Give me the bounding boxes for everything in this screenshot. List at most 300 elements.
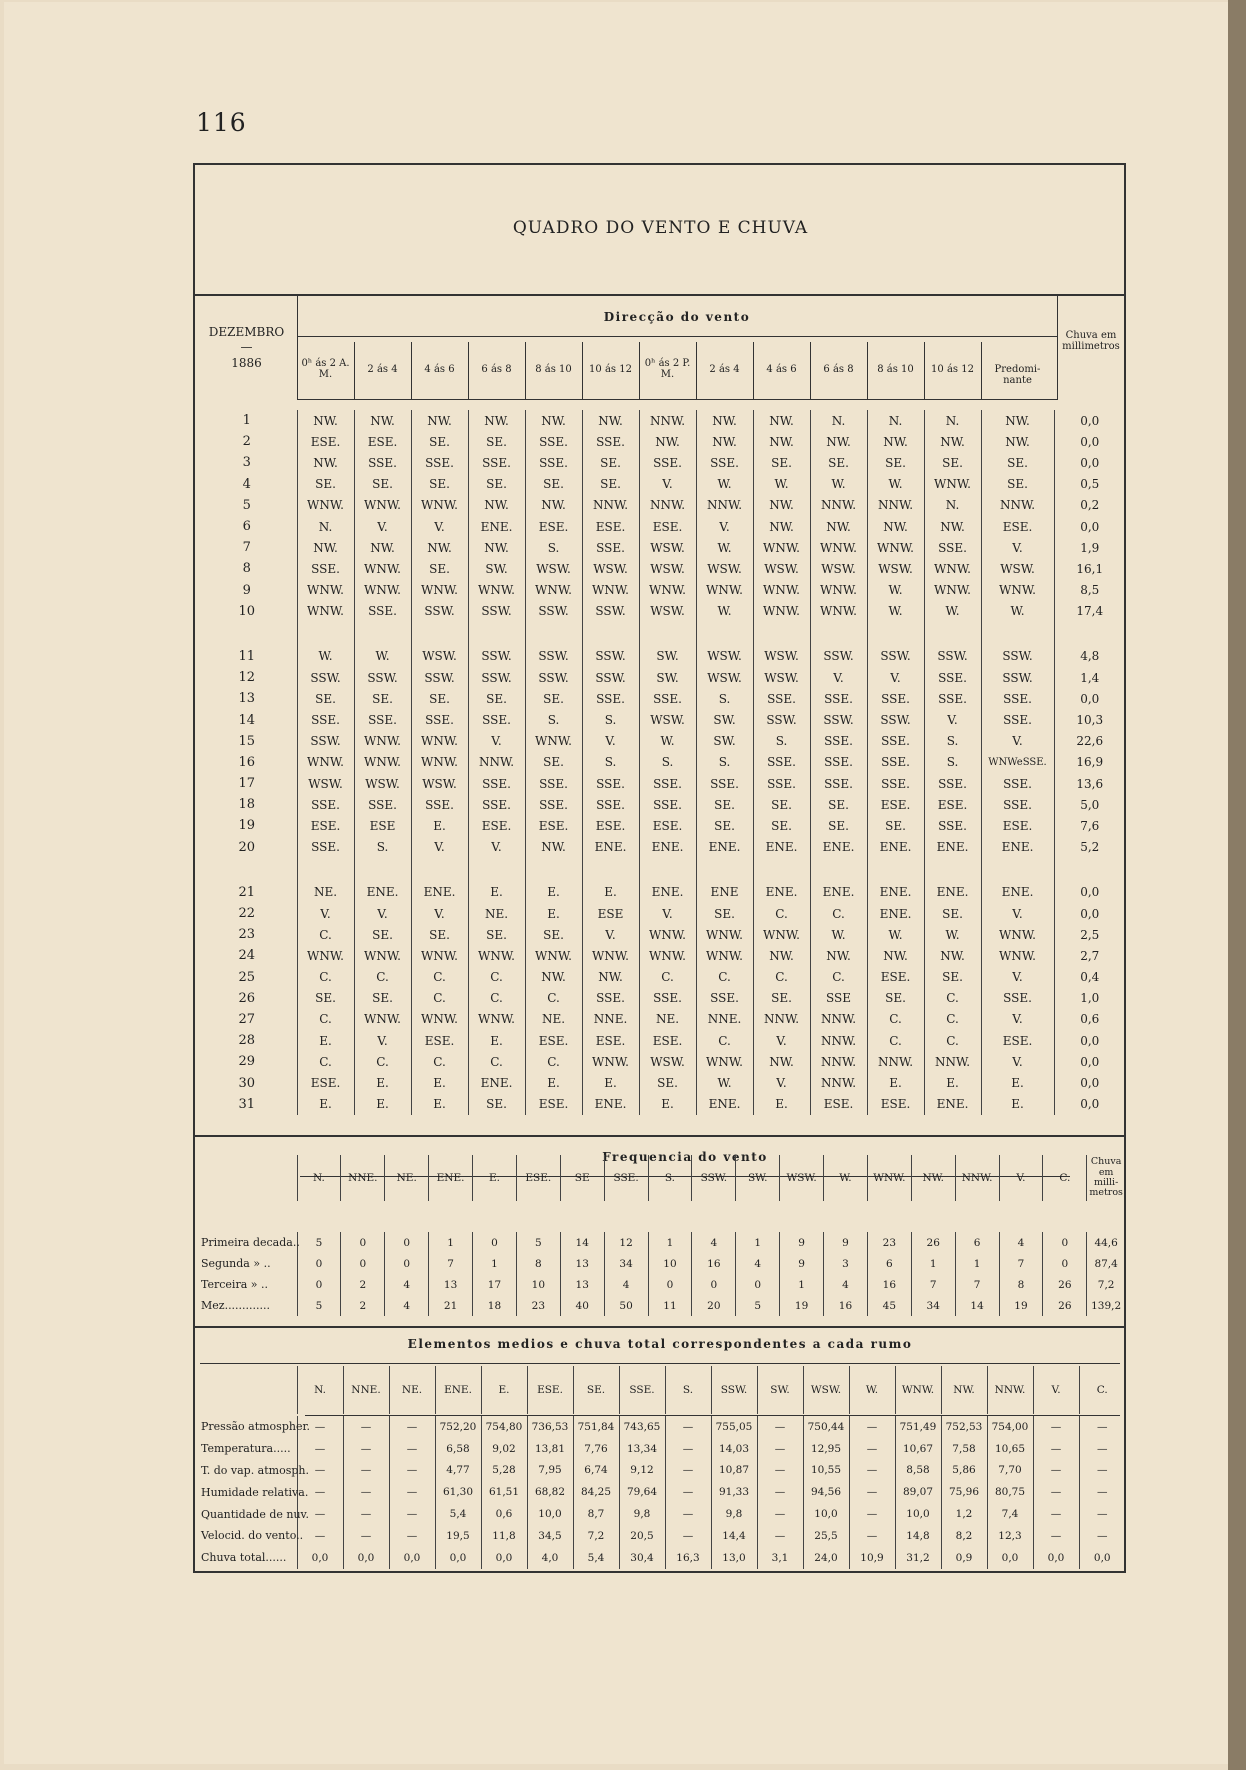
frequency-cell: 0 xyxy=(341,1232,385,1253)
elements-cell: 30,4 xyxy=(619,1547,665,1569)
wind-cell: C. xyxy=(297,924,354,945)
wind-cell: SSW. xyxy=(525,667,582,688)
elements-cell: 5,4 xyxy=(435,1503,481,1525)
frequency-column-header: W. xyxy=(824,1155,868,1201)
spacer-cell xyxy=(354,622,411,646)
wind-cell: NNE. xyxy=(582,1009,639,1030)
elements-cell: 6,74 xyxy=(573,1460,619,1482)
wind-cell: ESE. xyxy=(981,815,1054,836)
wind-cell: WSW. xyxy=(981,558,1054,579)
wind-cell: NNW. xyxy=(981,495,1054,516)
wind-column-header: 6 ás 8 xyxy=(823,364,854,375)
wind-cell: SSW. xyxy=(981,667,1054,688)
frequency-column-header: SE xyxy=(560,1155,604,1201)
wind-cell: ENE. xyxy=(696,837,753,858)
wind-cell: SSE. xyxy=(525,794,582,815)
day-cell: 7 xyxy=(242,540,251,556)
wind-cell: WNW. xyxy=(981,924,1054,945)
rule-under-frequency-table xyxy=(195,1326,1126,1328)
wind-cell: WNW. xyxy=(981,580,1054,601)
elements-cell: 743,65 xyxy=(619,1416,665,1438)
wind-cell: NW. xyxy=(468,410,525,431)
elements-cell: — xyxy=(849,1525,895,1547)
wind-direction-table xyxy=(197,410,1125,1115)
wind-cell: SE. xyxy=(753,988,810,1009)
wind-cell: NW. xyxy=(411,410,468,431)
row-label: Temperatura..... xyxy=(201,1442,291,1456)
wind-cell: ENE. xyxy=(924,882,981,903)
wind-cell: SSW. xyxy=(468,601,525,622)
frequency-cell: 11 xyxy=(648,1295,692,1316)
wind-cell: SE. xyxy=(810,815,867,836)
elements-cell: 7,58 xyxy=(941,1438,987,1460)
wind-cell: V. xyxy=(753,1030,810,1051)
wind-cell: NW. xyxy=(924,945,981,966)
wind-cell: ENE. xyxy=(753,882,810,903)
wind-cell: SE. xyxy=(924,903,981,924)
wind-cell: E. xyxy=(411,815,468,836)
wind-cell: W. xyxy=(639,731,696,752)
wind-cell: NW. xyxy=(810,945,867,966)
wind-cell: SSE. xyxy=(468,709,525,730)
wind-cell: SE. xyxy=(468,1094,525,1115)
elements-cell: 751,49 xyxy=(895,1416,941,1438)
wind-cell: C. xyxy=(411,988,468,1009)
wind-cell: W. xyxy=(867,580,924,601)
frequency-column-header: NW. xyxy=(911,1155,955,1201)
table-row xyxy=(197,731,1125,752)
wind-cell: WNW. xyxy=(354,580,411,601)
elements-cell: 84,25 xyxy=(573,1481,619,1503)
elements-cell: 0,0 xyxy=(343,1547,389,1569)
wind-cell: V. xyxy=(411,516,468,537)
wind-column-rule xyxy=(867,342,868,400)
wind-cell: NW. xyxy=(468,495,525,516)
wind-cell: NNW. xyxy=(867,495,924,516)
rain-cell: 0,0 xyxy=(1054,410,1125,431)
wind-cell: SE. xyxy=(411,924,468,945)
frequency-column-header: C. xyxy=(1043,1155,1087,1201)
wind-cell: ENE. xyxy=(354,882,411,903)
wind-cell: ESE. xyxy=(582,1030,639,1051)
wind-cell: WNW. xyxy=(639,580,696,601)
wind-cell: WNW. xyxy=(354,495,411,516)
wind-cell: NW. xyxy=(525,967,582,988)
wind-cell: W. xyxy=(354,646,411,667)
rain-cell: 17,4 xyxy=(1054,601,1125,622)
table-row xyxy=(197,815,1125,836)
wind-cell: SE. xyxy=(639,1072,696,1093)
elements-cell: 10,87 xyxy=(711,1460,757,1482)
wind-cell: WNW. xyxy=(468,945,525,966)
wind-cell: SSE. xyxy=(297,709,354,730)
elements-cell: 5,28 xyxy=(481,1460,527,1482)
elements-cell: 0,0 xyxy=(435,1547,481,1569)
wind-cell: SE. xyxy=(525,752,582,773)
wind-cell: ESE. xyxy=(867,967,924,988)
elements-cell: 9,8 xyxy=(711,1503,757,1525)
frequency-column-header: ESE. xyxy=(516,1155,560,1201)
elements-cell: — xyxy=(343,1438,389,1460)
elements-column-header: SSW. xyxy=(711,1366,757,1414)
elements-cell: 9,02 xyxy=(481,1438,527,1460)
elements-cell: — xyxy=(389,1481,435,1503)
blank-header xyxy=(197,1155,297,1201)
wind-cell: E. xyxy=(924,1072,981,1093)
frequency-cell: 16 xyxy=(692,1253,736,1274)
wind-cell: WNW. xyxy=(639,924,696,945)
wind-cell: SSE. xyxy=(924,667,981,688)
frequency-cell: 2 xyxy=(341,1295,385,1316)
rain-header: Chuva em millimetros xyxy=(1062,330,1120,352)
wind-cell: SSE. xyxy=(924,688,981,709)
wind-cell: NNW. xyxy=(639,495,696,516)
wind-cell: ENE. xyxy=(924,837,981,858)
wind-cell: C. xyxy=(297,967,354,988)
wind-cell: SE. xyxy=(411,558,468,579)
wind-cell: SSE. xyxy=(297,794,354,815)
wind-cell: W. xyxy=(810,924,867,945)
wind-column-rule xyxy=(411,342,412,400)
wind-cell: WNW. xyxy=(810,580,867,601)
table-row xyxy=(197,452,1125,473)
wind-cell: ESE. xyxy=(354,431,411,452)
wind-cell: C. xyxy=(468,988,525,1009)
wind-cell: SSW. xyxy=(582,601,639,622)
wind-cell: WSW. xyxy=(867,558,924,579)
wind-cell: C. xyxy=(468,967,525,988)
elements-header-table xyxy=(197,1366,1125,1414)
wind-cell: WNW. xyxy=(411,731,468,752)
day-cell: 11 xyxy=(238,648,256,664)
elements-cell: 11,8 xyxy=(481,1525,527,1547)
wind-cell: ENE. xyxy=(753,837,810,858)
wind-cell: SE. xyxy=(867,815,924,836)
elements-column-header: ENE. xyxy=(435,1366,481,1414)
wind-cell: SSE. xyxy=(411,452,468,473)
wind-cell: NE. xyxy=(639,1009,696,1030)
wind-cell: NW. xyxy=(582,410,639,431)
frequency-cell: 34 xyxy=(604,1253,648,1274)
elements-cell: 7,95 xyxy=(527,1460,573,1482)
wind-cell: WNW. xyxy=(810,537,867,558)
wind-cell: SSE. xyxy=(639,773,696,794)
wind-cell: NNW. xyxy=(582,495,639,516)
spacer-cell xyxy=(639,622,696,646)
table-row xyxy=(197,410,1125,431)
elements-cell: — xyxy=(389,1503,435,1525)
wind-cell: SE. xyxy=(411,474,468,495)
wind-cell: E. xyxy=(411,1094,468,1115)
wind-cell: V. xyxy=(639,474,696,495)
wind-cell: SSE. xyxy=(582,988,639,1009)
wind-cell: NNW. xyxy=(468,752,525,773)
elements-cell: 0,0 xyxy=(1033,1547,1079,1569)
wind-cell: SSE. xyxy=(753,752,810,773)
wind-cell: WNW. xyxy=(582,580,639,601)
table-row xyxy=(197,1030,1125,1051)
frequency-cell: 0 xyxy=(736,1274,780,1295)
frequency-cell: 13 xyxy=(560,1253,604,1274)
wind-cell: ESE. xyxy=(297,431,354,452)
wind-cell: NNW. xyxy=(810,1051,867,1072)
wind-cell: SSE. xyxy=(810,688,867,709)
wind-cell: ENE. xyxy=(639,837,696,858)
rain-cell: 0,2 xyxy=(1054,495,1125,516)
wind-cell: NNW. xyxy=(696,495,753,516)
spacer-cell xyxy=(354,858,411,882)
row-label: Primeira decada.. xyxy=(201,1236,300,1249)
wind-cell: SSW. xyxy=(753,709,810,730)
elements-cell: — xyxy=(665,1503,711,1525)
elements-cell: 19,5 xyxy=(435,1525,481,1547)
table-row xyxy=(197,1051,1125,1072)
elements-cell: 8,2 xyxy=(941,1525,987,1547)
wind-cell: WNW. xyxy=(753,580,810,601)
elements-cell: 0,0 xyxy=(389,1547,435,1569)
wind-cell: V. xyxy=(354,1030,411,1051)
elements-cell: — xyxy=(389,1416,435,1438)
wind-column-rule xyxy=(525,342,526,400)
spacer-cell xyxy=(753,622,810,646)
elements-cell: 752,20 xyxy=(435,1416,481,1438)
wind-cell: V. xyxy=(753,1072,810,1093)
elements-column-header: S. xyxy=(665,1366,711,1414)
wind-cell: WSW. xyxy=(639,601,696,622)
elements-cell: — xyxy=(343,1525,389,1547)
wind-cell: SSE. xyxy=(411,794,468,815)
wind-cell: SE. xyxy=(981,452,1054,473)
elements-cell: 13,34 xyxy=(619,1438,665,1460)
elements-cell: 0,0 xyxy=(481,1547,527,1569)
wind-cell: C. xyxy=(867,1009,924,1030)
wind-cell: SE. xyxy=(525,474,582,495)
wind-cell: C. xyxy=(525,988,582,1009)
wind-cell: SE. xyxy=(297,988,354,1009)
day-cell: 28 xyxy=(238,1033,256,1049)
wind-cell: NW. xyxy=(411,537,468,558)
wind-cell: E. xyxy=(981,1072,1054,1093)
elements-heading: Elementos medios e chuva total correspondentes a cada rumo xyxy=(407,1337,913,1351)
row-label: T. do vap. atmosph. xyxy=(201,1463,309,1477)
wind-cell: WNW. xyxy=(924,580,981,601)
wind-cell: V. xyxy=(411,837,468,858)
wind-cell: SSE. xyxy=(981,773,1054,794)
wind-cell: NW. xyxy=(525,495,582,516)
elements-cell: 4,0 xyxy=(527,1547,573,1569)
table-row xyxy=(197,601,1125,622)
elements-column-header: SE. xyxy=(573,1366,619,1414)
frequency-cell: 7 xyxy=(429,1253,473,1274)
wind-cell: W. xyxy=(810,474,867,495)
wind-cell: N. xyxy=(297,516,354,537)
elements-cell: 89,07 xyxy=(895,1481,941,1503)
elements-cell: 14,03 xyxy=(711,1438,757,1460)
wind-cell: SSE. xyxy=(525,431,582,452)
wind-cell: NW. xyxy=(753,431,810,452)
wind-cell: C. xyxy=(810,967,867,988)
spacer-cell xyxy=(1054,858,1125,882)
wind-cell: V. xyxy=(468,837,525,858)
wind-cell: SW. xyxy=(696,709,753,730)
wind-cell: NW. xyxy=(297,452,354,473)
wind-cell: WSW. xyxy=(639,537,696,558)
elements-cell: — xyxy=(665,1416,711,1438)
wind-cell: ESE. xyxy=(582,815,639,836)
table-row xyxy=(197,1295,1125,1316)
day-cell: 16 xyxy=(238,754,256,770)
table-row xyxy=(197,1525,1125,1547)
wind-cell: WSW. xyxy=(696,646,753,667)
wind-cell: ENE. xyxy=(981,837,1054,858)
elements-cell: — xyxy=(849,1416,895,1438)
wind-cell: SSE. xyxy=(696,988,753,1009)
elements-column-header: WNW. xyxy=(895,1366,941,1414)
day-cell: 3 xyxy=(242,455,251,471)
spacer-cell xyxy=(696,622,753,646)
wind-cell: SSE. xyxy=(810,752,867,773)
frequency-column-header: S. xyxy=(648,1155,692,1201)
elements-cell: — xyxy=(297,1438,343,1460)
wind-cell: V. xyxy=(696,516,753,537)
wind-cell: ENE. xyxy=(468,1072,525,1093)
elements-cell: 13,0 xyxy=(711,1547,757,1569)
frequency-cell: 0 xyxy=(297,1253,341,1274)
wind-cell: ENE. xyxy=(639,882,696,903)
rain-cell: 0,0 xyxy=(1054,516,1125,537)
spacer-row xyxy=(197,622,1125,646)
wind-cell: WNW. xyxy=(411,495,468,516)
elements-cell: — xyxy=(297,1460,343,1482)
wind-cell: SE. xyxy=(753,794,810,815)
rain-cell: 0,0 xyxy=(1054,688,1125,709)
spacer-cell xyxy=(297,622,354,646)
wind-cell: SSW. xyxy=(354,667,411,688)
wind-cell: C. xyxy=(810,903,867,924)
elements-cell: — xyxy=(1033,1481,1079,1503)
row-label: Pressão atmospher. xyxy=(201,1420,310,1434)
elements-cell: 68,82 xyxy=(527,1481,573,1503)
wind-cell: ENE xyxy=(696,882,753,903)
frequency-column-header: WNW. xyxy=(867,1155,911,1201)
elements-cell: 754,80 xyxy=(481,1416,527,1438)
elements-cell: — xyxy=(343,1503,389,1525)
wind-cell: SE. xyxy=(810,452,867,473)
wind-cell: SE. xyxy=(468,924,525,945)
table-row xyxy=(197,1481,1125,1503)
wind-cell: C. xyxy=(297,1009,354,1030)
wind-cell: E. xyxy=(411,1072,468,1093)
wind-cell: S. xyxy=(354,837,411,858)
frequency-cell: 9 xyxy=(780,1253,824,1274)
table-row xyxy=(197,837,1125,858)
wind-cell: E. xyxy=(354,1094,411,1115)
elements-column-header: WSW. xyxy=(803,1366,849,1414)
wind-cell: WSW. xyxy=(297,773,354,794)
table-row xyxy=(197,537,1125,558)
wind-cell: WNW. xyxy=(582,1051,639,1072)
elements-cell: — xyxy=(849,1503,895,1525)
frequency-cell: 5 xyxy=(297,1295,341,1316)
spacer-cell xyxy=(696,858,753,882)
frequency-cell: 9 xyxy=(780,1232,824,1253)
wind-cell: WNW. xyxy=(297,580,354,601)
day-cell: 15 xyxy=(238,733,256,749)
wind-cell: WNW. xyxy=(867,537,924,558)
frequency-cell: 4 xyxy=(999,1232,1043,1253)
wind-cell: NW. xyxy=(753,495,810,516)
wind-column-rule xyxy=(924,342,925,400)
frequency-cell: 0 xyxy=(692,1274,736,1295)
elements-cell: 10,0 xyxy=(803,1503,849,1525)
frequency-cell: 16 xyxy=(867,1274,911,1295)
elements-cell: 750,44 xyxy=(803,1416,849,1438)
spacer-cell xyxy=(525,622,582,646)
rain-cell: 5,2 xyxy=(1054,837,1125,858)
elements-cell: — xyxy=(1079,1525,1125,1547)
frequency-rain-header: Chuva em milli-metros xyxy=(1087,1155,1125,1201)
frequency-cell: 23 xyxy=(516,1295,560,1316)
wind-cell: SSE. xyxy=(867,773,924,794)
wind-cell: W. xyxy=(924,601,981,622)
wind-cell: W. xyxy=(867,924,924,945)
wind-column-header: 0ʰ ás 2 A. M. xyxy=(301,358,350,380)
wind-cell: SSE. xyxy=(981,688,1054,709)
rain-cell: 22,6 xyxy=(1054,731,1125,752)
table-row xyxy=(197,1274,1125,1295)
wind-cell: S. xyxy=(639,752,696,773)
wind-cell: SSE. xyxy=(924,773,981,794)
elements-cell: 754,00 xyxy=(987,1416,1033,1438)
wind-cell: V. xyxy=(981,731,1054,752)
rain-cell: 5,0 xyxy=(1054,794,1125,815)
elements-cell: 75,96 xyxy=(941,1481,987,1503)
wind-cell: C. xyxy=(867,1030,924,1051)
wind-cell: NW. xyxy=(639,431,696,452)
wind-cell: NW. xyxy=(582,967,639,988)
elements-cell: — xyxy=(389,1438,435,1460)
rain-cell: 10,3 xyxy=(1054,709,1125,730)
wind-cell: ENE. xyxy=(924,1094,981,1115)
rule-under-elements-heading xyxy=(200,1363,1120,1364)
elements-cell: — xyxy=(297,1481,343,1503)
wind-cell: SSE. xyxy=(354,601,411,622)
wind-cell: SSE. xyxy=(639,988,696,1009)
wind-cell: NW. xyxy=(924,516,981,537)
frequency-header-table xyxy=(197,1155,1125,1201)
wind-cell: WSW. xyxy=(411,773,468,794)
table-row xyxy=(197,1072,1125,1093)
wind-cell: WNW. xyxy=(924,474,981,495)
wind-cell: WNW. xyxy=(468,580,525,601)
wind-cell: V. xyxy=(810,667,867,688)
frequency-cell: 139,2 xyxy=(1087,1295,1125,1316)
wind-cell: ESE. xyxy=(468,815,525,836)
wind-cell: SSE. xyxy=(354,709,411,730)
wind-cell: SW. xyxy=(639,646,696,667)
elements-cell: 5,4 xyxy=(573,1547,619,1569)
wind-cell: NW. xyxy=(867,431,924,452)
frequency-cell: 19 xyxy=(999,1295,1043,1316)
frequency-cell: 13 xyxy=(429,1274,473,1295)
rule-under-wind-table xyxy=(195,1135,1126,1137)
frequency-column-header: E. xyxy=(473,1155,517,1201)
frequency-cell: 7 xyxy=(999,1253,1043,1274)
spacer-cell xyxy=(197,858,297,882)
wind-cell: WSW. xyxy=(696,667,753,688)
wind-cell: C. xyxy=(411,1051,468,1072)
wind-cell: NNW. xyxy=(810,1030,867,1051)
